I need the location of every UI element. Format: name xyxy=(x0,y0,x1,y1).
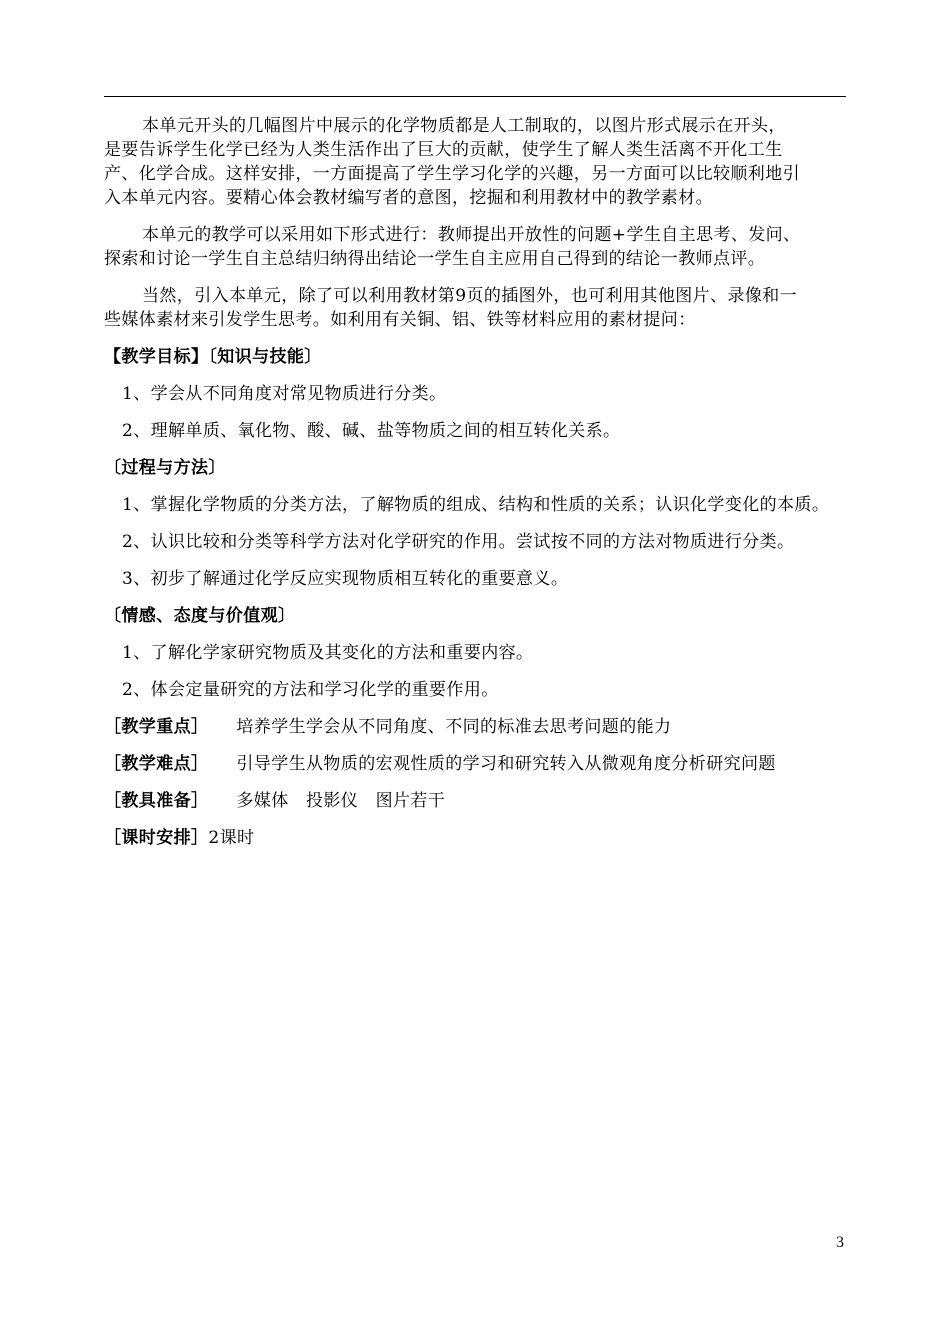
emotion-item: 2、体会定量研究的方法和学习化学的重要作用。 xyxy=(122,680,499,700)
objectives-heading: 【教学目标】〔知识与技能〕 xyxy=(104,347,322,367)
intro-paragraph-2 xyxy=(104,223,856,271)
materials-label: ［教具准备］ xyxy=(104,791,209,811)
text-line: 入本单元内容。要精心体会教材编写者的意图，挖掘和利用教材中的教学素材。 xyxy=(104,188,713,208)
key-point-text: 培养学生学会从不同角度、不同的标准去思考问题的能力 xyxy=(236,717,672,737)
process-heading: 〔过程与方法〕 xyxy=(104,458,226,478)
emotion-heading: 〔情感、态度与价值观〕 xyxy=(104,606,296,626)
emotion-item: 1、了解化学家研究物质及其变化的方法和重要内容。 xyxy=(122,643,534,663)
schedule-text: 2课时 xyxy=(208,828,255,848)
process-item: 1、掌握化学物质的分类方法，了解物质的组成、结构和性质的关系；认识化学变化的本质。 xyxy=(122,495,830,515)
process-item: 3、初步了解通过化学反应实现物质相互转化的重要意义。 xyxy=(122,569,569,589)
knowledge-item: 1、学会从不同角度对常见物质进行分类。 xyxy=(122,384,447,404)
difficulty-text: 引导学生从物质的宏观性质的学习和研究转入从微观角度分析研究问题 xyxy=(236,754,776,774)
schedule-row xyxy=(104,826,856,850)
difficulty-row xyxy=(104,752,856,776)
intro-paragraph-1 xyxy=(104,114,856,210)
text-line: 产、化学合成。这样安排，一方面提高了学生学习化学的兴趣，另一方面可以比较顺利地引 xyxy=(104,164,800,184)
intro-paragraph-3 xyxy=(104,284,856,332)
difficulty-label: ［教学难点］ xyxy=(104,754,209,774)
header-rule xyxy=(104,96,846,97)
text-line: 些媒体素材来引发学生思考。如利用有关铜、铝、铁等材料应用的素材提问： xyxy=(104,310,696,330)
key-point-label: ［教学重点］ xyxy=(104,717,209,737)
key-point-row xyxy=(104,715,856,739)
text-line: 是要告诉学生化学已经为人类生活作出了巨大的贡献，使学生了解人类生活离不开化工生 xyxy=(104,140,783,160)
knowledge-item: 2、理解单质、氧化物、酸、碱、盐等物质之间的相互转化关系。 xyxy=(122,421,621,441)
schedule-label: ［课时安排］ xyxy=(104,828,209,848)
document-body xyxy=(104,114,856,863)
text-line: 探索和讨论一学生自主总结归纳得出结论一学生自主应用自己得到的结论一教师点评。 xyxy=(104,249,766,269)
text-line: 本单元的教学可以采用如下形式进行：教师提出开放性的问题+学生自主思考、发问、 xyxy=(142,225,801,245)
process-item: 2、认识比较和分类等科学方法对化学研究的作用。尝试按不同的方法对物质进行分类。 xyxy=(122,532,795,552)
materials-text: 多媒体 投影仪 图片若干 xyxy=(236,791,446,811)
text-line: 当然，引入本单元，除了可以利用教材第9页的插图外，也可利用其他图片、录像和一 xyxy=(142,286,798,306)
materials-row xyxy=(104,789,856,813)
text-line: 本单元开头的几幅图片中展示的化学物质都是人工制取的，以图片形式展示在开头， xyxy=(142,116,786,136)
page-number: 3 xyxy=(836,1234,844,1251)
